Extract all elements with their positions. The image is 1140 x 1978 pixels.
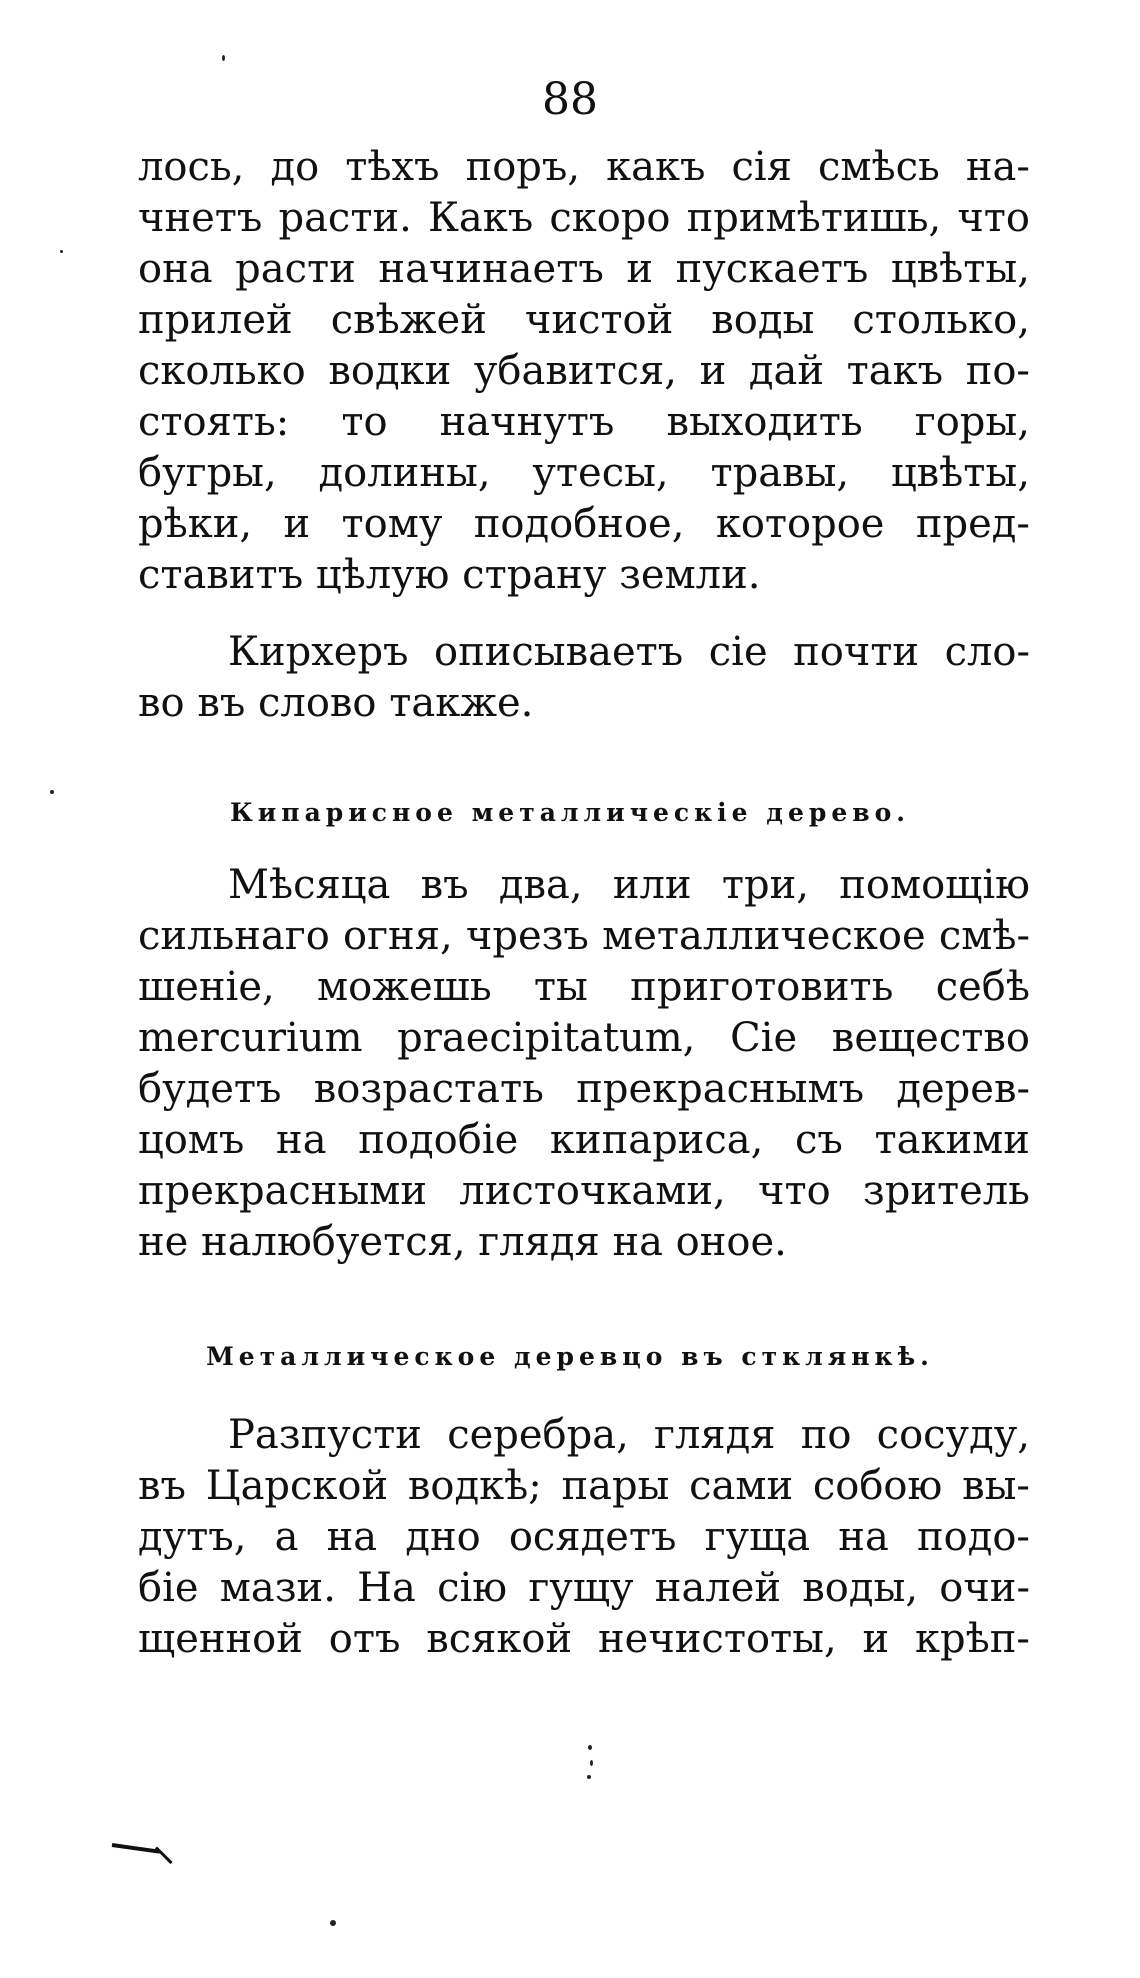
word: сколько <box>138 348 306 394</box>
word: зритель <box>862 1168 1030 1214</box>
word: что <box>957 195 1030 241</box>
section-1-paragraph <box>138 860 1030 1268</box>
word: пред- <box>915 501 1030 547</box>
word: такими <box>874 1117 1030 1163</box>
word: вы- <box>962 1463 1030 1509</box>
word: рѣки, <box>138 501 253 547</box>
text-line <box>138 1013 1030 1064</box>
paragraph-2 <box>138 627 1030 729</box>
word: себѣ <box>935 964 1030 1010</box>
word: скоро <box>549 195 671 241</box>
word: что <box>758 1168 831 1214</box>
word: цвѣты, <box>890 246 1030 292</box>
word: выходить <box>666 399 863 445</box>
word: praecipitatum, <box>397 1015 696 1061</box>
text-line: во въ слово также. <box>138 680 534 726</box>
word: налей <box>654 1565 782 1611</box>
word: какъ <box>606 144 706 190</box>
word: на <box>838 1514 889 1560</box>
text-line <box>138 193 1030 244</box>
word: а <box>274 1514 299 1560</box>
word: травы, <box>710 450 850 496</box>
word: собою <box>812 1463 943 1509</box>
word: горы, <box>914 399 1030 445</box>
word: нечистоты, <box>597 1616 837 1662</box>
text-line <box>138 627 1030 678</box>
word: На <box>357 1565 416 1611</box>
scan-speck <box>222 55 225 61</box>
word: возрастать <box>313 1066 544 1112</box>
word: которое <box>715 501 885 547</box>
scan-speck <box>588 1745 592 1750</box>
word: приготовить <box>630 964 894 1010</box>
text-line <box>138 499 1030 550</box>
word: Разпусти <box>228 1412 422 1458</box>
word: Мѣсяца <box>228 862 391 908</box>
word: дутъ, <box>138 1514 247 1560</box>
word: сію <box>437 1565 508 1611</box>
word: сія <box>731 144 792 190</box>
word: дай <box>748 348 825 394</box>
word: прилей <box>138 297 293 343</box>
word: по- <box>965 348 1030 394</box>
word: тѣхъ <box>345 144 440 190</box>
word: глядя <box>654 1412 776 1458</box>
word: то <box>341 399 388 445</box>
word: огня, <box>343 913 453 959</box>
word: Какъ <box>427 195 534 241</box>
word: и <box>862 1616 890 1662</box>
text-line <box>138 346 1030 397</box>
text-line: ставитъ цѣлую страну земли. <box>138 552 761 598</box>
word: чистой <box>524 297 674 343</box>
word: Кирхеръ <box>228 629 409 675</box>
word: примѣтишь, <box>686 195 942 241</box>
word: сильнаго <box>138 913 330 959</box>
paragraph-1 <box>138 142 1030 601</box>
word: mercurium <box>138 1015 363 1061</box>
text-line <box>138 295 1030 346</box>
scan-speck <box>60 250 63 253</box>
word: и <box>283 501 311 547</box>
word: подо- <box>916 1514 1030 1560</box>
word: цомъ <box>138 1117 245 1163</box>
text-line <box>138 1064 1030 1115</box>
text-line <box>138 1512 1030 1563</box>
section-heading-metal-tree-in-flask: Металлическое деревцо въ стклянкѣ. <box>206 1342 934 1371</box>
word: щенной <box>138 1616 303 1662</box>
word: чнетъ <box>138 195 263 241</box>
word: будетъ <box>138 1066 282 1112</box>
page-number: 88 <box>542 74 598 125</box>
word: такъ <box>846 348 944 394</box>
scan-mark <box>155 1846 173 1864</box>
word: листочками, <box>459 1168 726 1214</box>
word: крѣп- <box>915 1616 1030 1662</box>
word: очи- <box>939 1565 1030 1611</box>
text-line: не налюбуется, глядя на оное. <box>138 1219 787 1265</box>
word: Царской <box>205 1463 389 1509</box>
word: пускаетъ <box>675 246 869 292</box>
word: чрезъ <box>465 913 589 959</box>
word: столько, <box>852 297 1030 343</box>
word: цвѣты, <box>890 450 1030 496</box>
text-line <box>138 1563 1030 1614</box>
word: три, <box>721 862 809 908</box>
word: Сіе <box>730 1015 798 1061</box>
word: воды <box>711 297 815 343</box>
scan-speck <box>590 1760 593 1766</box>
word: біе <box>138 1565 199 1611</box>
text-line <box>138 1410 1030 1461</box>
text-line <box>138 142 1030 193</box>
word: до <box>270 144 320 190</box>
scan-speck <box>330 1920 336 1926</box>
word: гуща <box>704 1514 811 1560</box>
word: два, <box>498 862 583 908</box>
word: сами <box>689 1463 794 1509</box>
word: въ <box>138 1463 186 1509</box>
word: шеніе, <box>138 964 275 1010</box>
word: расти <box>235 246 356 292</box>
word: кипариса, <box>549 1117 764 1163</box>
word: водки <box>328 348 452 394</box>
word: сло- <box>944 629 1030 675</box>
word: по <box>800 1412 852 1458</box>
word: начинаетъ <box>378 246 604 292</box>
word: свѣжей <box>330 297 487 343</box>
word: въ <box>420 862 469 908</box>
word: гущу <box>528 1565 634 1611</box>
word: сіе <box>708 629 768 675</box>
text-line <box>138 397 1030 448</box>
word: пары <box>561 1463 670 1509</box>
word: помощію <box>839 862 1030 908</box>
word: смѣсь <box>818 144 940 190</box>
word: тому <box>341 501 443 547</box>
word: металлическое <box>602 913 926 959</box>
word: на- <box>965 144 1030 190</box>
word: она <box>138 246 213 292</box>
word: на <box>276 1117 327 1163</box>
word: подобіе <box>358 1117 519 1163</box>
section-2-paragraph <box>138 1410 1030 1665</box>
word: съ <box>794 1117 843 1163</box>
text-line <box>138 1166 1030 1217</box>
word: дно <box>405 1514 481 1560</box>
word: вещество <box>831 1015 1030 1061</box>
word: стоять: <box>138 399 290 445</box>
scan-speck <box>50 790 54 794</box>
text-line <box>138 860 1030 911</box>
section-heading-cypress-tree: Кипарисное металлическіе дерево. <box>229 798 910 827</box>
word: бугры, <box>138 450 277 496</box>
word: ты <box>533 964 588 1010</box>
word: осядетъ <box>508 1514 677 1560</box>
scan-speck <box>587 1775 591 1779</box>
word: на <box>326 1514 378 1560</box>
word: прекрасными <box>138 1168 428 1214</box>
word: утесы, <box>532 450 669 496</box>
word: почти <box>793 629 920 675</box>
word: описываетъ <box>434 629 684 675</box>
word: отъ <box>328 1616 401 1662</box>
word: смѣ- <box>938 913 1030 959</box>
word: и <box>699 348 727 394</box>
word: долины, <box>318 450 491 496</box>
word: и <box>626 246 654 292</box>
text-line <box>138 962 1030 1013</box>
word: начнутъ <box>439 399 615 445</box>
word: серебра, <box>447 1412 629 1458</box>
text-line <box>138 244 1030 295</box>
word: убавится, <box>473 348 677 394</box>
text-line <box>138 1461 1030 1512</box>
text-line <box>138 911 1030 962</box>
text-line <box>138 1614 1030 1665</box>
word: водкѣ; <box>407 1463 542 1509</box>
word: мази. <box>219 1565 336 1611</box>
word: подобное, <box>473 501 685 547</box>
scan-mark <box>112 1843 160 1854</box>
word: лось, <box>138 144 245 190</box>
word: можешь <box>316 964 492 1010</box>
text-line <box>138 448 1030 499</box>
text-line <box>138 1115 1030 1166</box>
word: дерев- <box>896 1066 1030 1112</box>
word: или <box>612 862 692 908</box>
word: расти. <box>278 195 412 241</box>
word: воды, <box>802 1565 919 1611</box>
word: сосуду, <box>876 1412 1030 1458</box>
word: поръ, <box>465 144 581 190</box>
word: всякой <box>426 1616 573 1662</box>
word: прекраснымъ <box>576 1066 865 1112</box>
